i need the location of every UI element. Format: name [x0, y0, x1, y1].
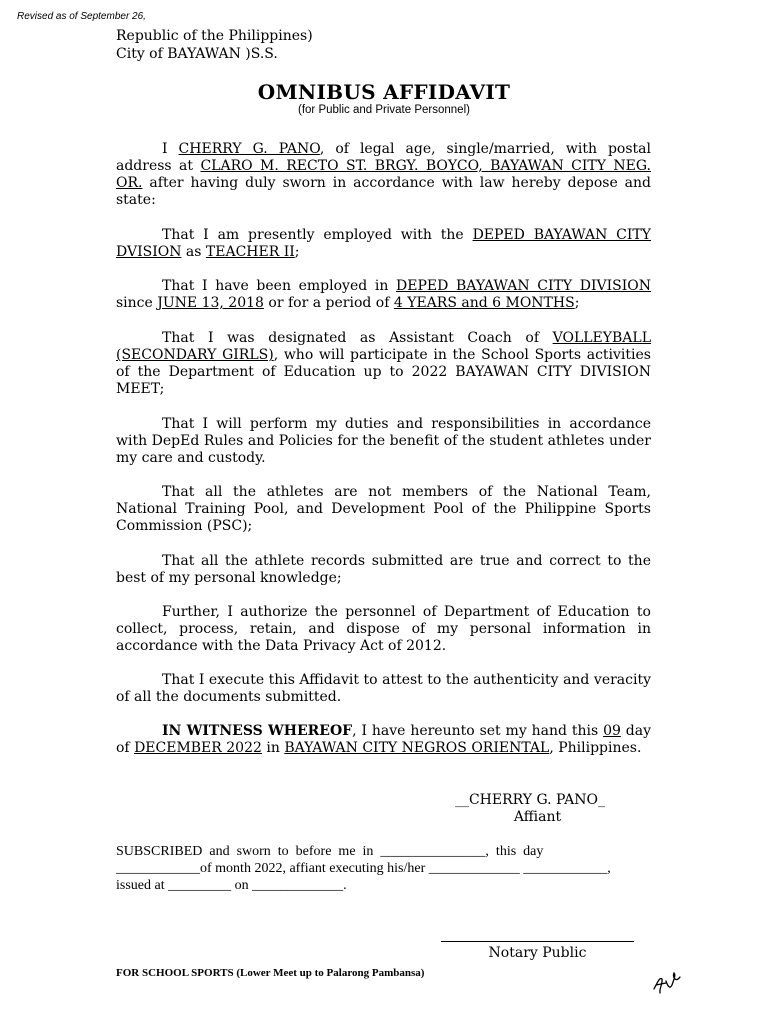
- signing-day: 09: [603, 723, 621, 739]
- tenure-text: ;: [574, 295, 580, 311]
- intro-text: after having duly sworn in accordance with law hereby depose and state:: [116, 175, 651, 208]
- designation-paragraph: [116, 330, 651, 398]
- employment-text: That I am presently employed with the: [162, 227, 473, 243]
- privacy-paragraph: Further, I authorize the personnel of Department of Education to collect, process, retain, and dispose of my personal information in accordance with the Data Privacy Act of 2012.: [116, 604, 651, 654]
- signing-month: DECEMBER 2022: [134, 740, 262, 756]
- affiant-name: CHERRY G. PANO: [178, 141, 320, 157]
- signing-place: BAYAWAN CITY NEGROS ORIENTAL: [284, 740, 550, 756]
- witness-paragraph: [116, 723, 651, 757]
- employment-date: JUNE 13, 2018: [157, 295, 264, 311]
- athletes-paragraph: That all the athletes are not members of the National Team, National Training Pool, and Development Pool of the Philippine Sports Commission (PSC);: [116, 484, 651, 534]
- witness-text: in: [261, 740, 285, 756]
- revision-note: Revised as of September 26,: [17, 11, 146, 22]
- intro-text: , of legal age, single/married, with postal address at: [116, 141, 651, 174]
- document-subtitle: (for Public and Private Personnel): [298, 104, 470, 116]
- sport-event: VOLLEYBALL (SECONDARY GIRLS): [116, 330, 651, 363]
- employer: DEPED BAYAWAN CITY DVISION: [116, 227, 651, 260]
- affiant-label: Affiant: [513, 809, 562, 825]
- intro-text: I: [162, 141, 179, 157]
- employment-period: 4 YEARS and 6 MONTHS: [393, 295, 575, 311]
- tenure-text: or for a period of: [263, 295, 394, 311]
- subscribed-line-3: issued at _________ on _____________.: [116, 878, 347, 893]
- execution-paragraph: That I execute this Affidavit to attest to the authenticity and veracity of all the documents submitted.: [116, 672, 651, 705]
- position: TEACHER II: [205, 244, 295, 260]
- tenure-text: since: [116, 295, 158, 311]
- subscribed-line-1: SUBSCRIBED and sworn to before me in _______________, this day: [116, 844, 544, 859]
- subscribed-line-2: ____________of month 2022, affiant executing his/her _____________ ____________,: [116, 861, 611, 876]
- witness-text: , Philippines.: [549, 740, 642, 756]
- notary-signature-line: [441, 941, 634, 942]
- initials-signature: [650, 967, 686, 997]
- employer: DEPED BAYAWAN CITY DIVISION: [396, 278, 652, 294]
- document-title: OMNIBUS AFFIDAVIT: [257, 80, 511, 104]
- tenure-text: That I have been employed in: [162, 278, 397, 294]
- designation-text: , who will participate in the School Sports activities of the Department of Education up to 2022 BAYAWAN CITY DIVISION MEET;: [116, 347, 651, 397]
- employment-text: as: [181, 244, 206, 260]
- witness-text: day of: [116, 723, 651, 756]
- designation-text: That I was designated as Assistant Coach of: [162, 330, 553, 346]
- records-paragraph: That all the athlete records submitted are true and correct to the best of my personal knowledge;: [116, 553, 651, 586]
- employment-text: ;: [294, 244, 300, 260]
- affiant-signature-name: __CHERRY G. PANO_: [454, 792, 606, 808]
- notary-label: Notary Public: [488, 945, 587, 961]
- header-city: City of BAYAWAN )S.S.: [116, 46, 278, 62]
- duties-paragraph: That I will perform my duties and responsibilities in accordance with DepEd Rules and Policies for the benefit of the student athletes under my care and custody.: [116, 416, 651, 466]
- intro-paragraph: [116, 141, 651, 209]
- witness-text: , I have hereunto set my hand this: [352, 723, 604, 739]
- tenure-paragraph: [116, 278, 651, 312]
- postal-address: CLARO M. RECTO ST. BRGY. BOYCO, BAYAWAN CITY NEG. OR.: [116, 158, 651, 191]
- employment-paragraph: [116, 227, 651, 261]
- witness-lead: IN WITNESS WHEREOF: [162, 723, 353, 739]
- footer-note: FOR SCHOOL SPORTS (Lower Meet up to Palarong Pambansa): [116, 967, 425, 979]
- header-republic: Republic of the Philippines): [116, 28, 313, 44]
